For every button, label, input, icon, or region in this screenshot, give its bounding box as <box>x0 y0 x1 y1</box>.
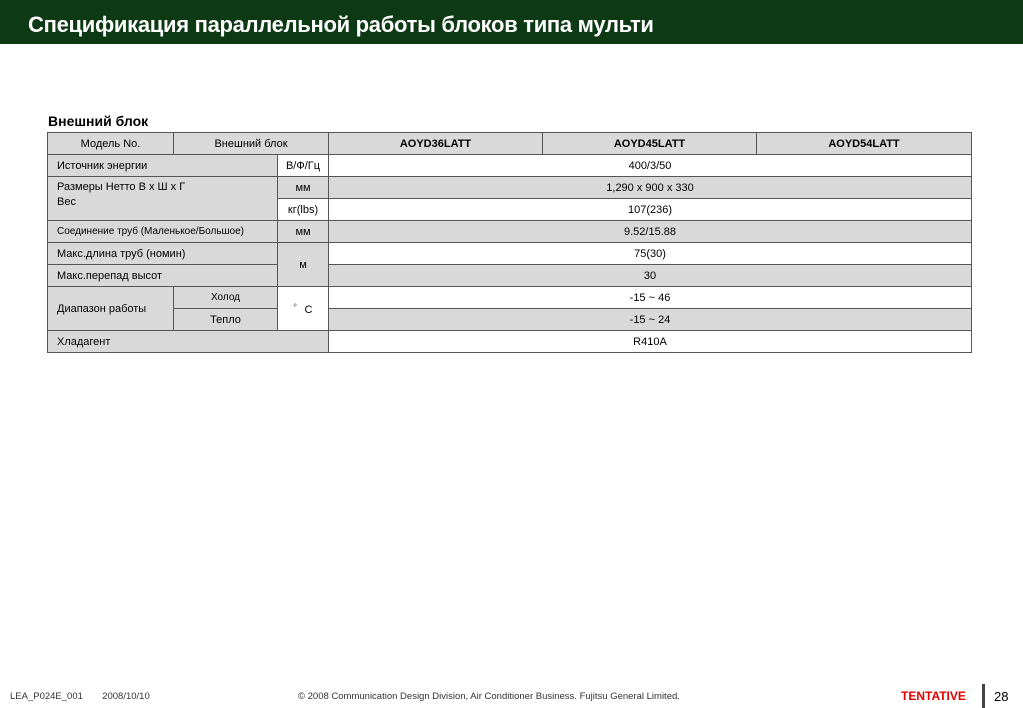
model-header: AOYD45LATT <box>543 133 757 155</box>
row-label: Размеры Нетто В х Ш х Г <box>57 181 186 193</box>
footer-doc-info <box>10 691 150 702</box>
page-number: 28 <box>994 689 1009 704</box>
row-value: 1,290 x 900 x 330 <box>329 177 972 199</box>
row-unit: мм <box>278 177 329 199</box>
row-unit: м <box>278 243 329 287</box>
row-value: 107(236) <box>329 199 972 221</box>
row-label: Макс.перепад высот <box>48 265 278 287</box>
table-row <box>48 287 972 309</box>
section-title: Внешний блок <box>48 113 149 129</box>
table-row <box>48 177 972 199</box>
row-unit: мм <box>278 221 329 243</box>
row-value: 400/3/50 <box>329 155 972 177</box>
model-header: AOYD36LATT <box>329 133 543 155</box>
table-row <box>48 309 972 331</box>
row-unit: В/Ф/Гц <box>278 155 329 177</box>
row-label: Соединение труб (Маленькое/Большое) <box>48 221 278 243</box>
row-sublabel: Холод <box>174 287 278 309</box>
row-value: 75(30) <box>329 243 972 265</box>
row-value: R410A <box>329 331 972 353</box>
model-header: AOYD54LATT <box>757 133 972 155</box>
table-row <box>48 155 972 177</box>
unit-label-cell: Внешний блок <box>174 133 329 155</box>
row-label: Вес <box>57 196 76 208</box>
row-value: -15 ~ 46 <box>329 287 972 309</box>
row-label: Макс.длина труб (номин) <box>48 243 278 265</box>
row-unit: ゜C <box>278 287 329 331</box>
table-header-row <box>48 133 972 155</box>
row-label: Диапазон работы <box>48 287 174 331</box>
row-value: -15 ~ 24 <box>329 309 972 331</box>
row-value: 9.52/15.88 <box>329 221 972 243</box>
row-label: Хладагент <box>48 331 329 353</box>
table-row <box>48 221 972 243</box>
row-label: Источник энергии <box>48 155 278 177</box>
spec-table <box>47 132 972 353</box>
row-sublabel: Тепло <box>174 309 278 331</box>
copyright: © 2008 Communication Design Division, Air Conditioner Business. Fujitsu General Limited. <box>298 691 680 702</box>
dimensions-weight-label <box>48 177 278 221</box>
footer-divider <box>982 684 985 708</box>
doc-date: 2008/10/10 <box>102 691 150 702</box>
row-value: 30 <box>329 265 972 287</box>
tentative-label: TENTATIVE <box>901 689 966 703</box>
title-bar <box>0 0 1023 44</box>
table-row <box>48 243 972 265</box>
doc-id: LEA_P024E_001 <box>10 691 83 702</box>
table-row <box>48 265 972 287</box>
page-title: Спецификация параллельной работы блоков типа мульти <box>28 12 654 37</box>
row-unit: кг(lbs) <box>278 199 329 221</box>
table-row <box>48 331 972 353</box>
model-label-cell: Модель No. <box>48 133 174 155</box>
